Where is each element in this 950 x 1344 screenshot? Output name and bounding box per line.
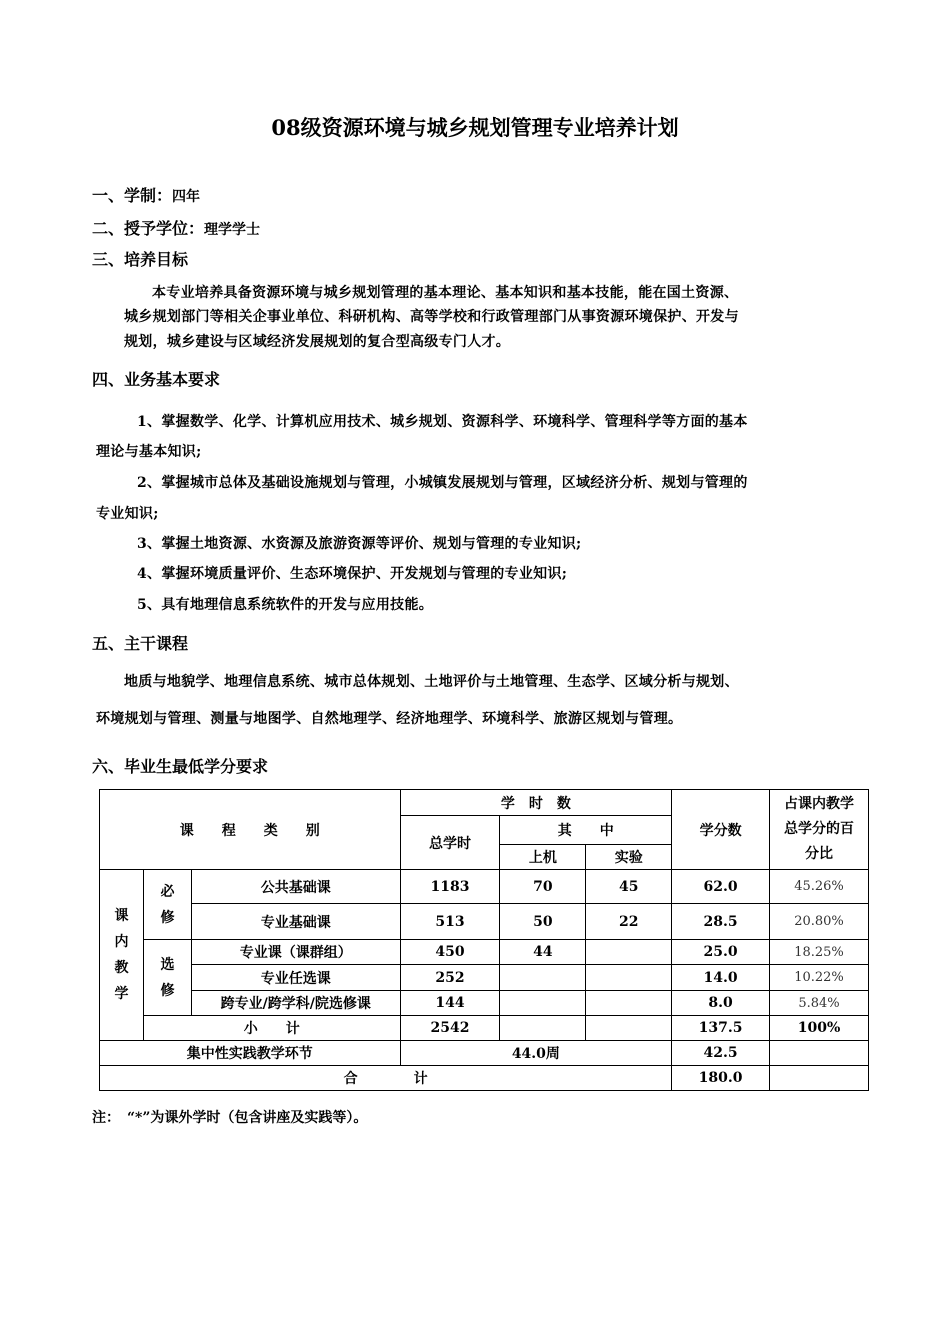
practice-label: 集中性实践教学环节: [100, 1041, 401, 1066]
required-label: 必修: [143, 870, 191, 940]
computer-hours: 70: [500, 870, 586, 904]
credit-percentage: 5.84%: [770, 991, 869, 1016]
section-schooling: [92, 183, 200, 206]
hours-header: 学 时 数: [400, 790, 672, 816]
courses-line-1: 地质与地貌学、地理信息系统、城市总体规划、土地评价与土地管理、生态学、区域分析与规划、: [124, 674, 739, 690]
degree-value: 理学学士: [204, 222, 261, 238]
degree-label: 二、授予学位：: [92, 219, 205, 238]
category-header: 课 程 类 别: [100, 790, 401, 870]
grand-total-label: 合 计: [100, 1066, 672, 1091]
credit-percentage: 18.25%: [770, 940, 869, 965]
course-name: 专业课（课群组）: [191, 940, 400, 965]
practice-row: [100, 1041, 869, 1066]
lab-hours: 45: [586, 870, 672, 904]
course-name: 专业任选课: [191, 965, 400, 991]
table-row: [100, 940, 869, 965]
of-which-header: 其 中: [500, 816, 672, 845]
requirement-line-4: 专业知识;: [96, 506, 159, 522]
credits: 14.0: [672, 965, 770, 991]
lab-header: 实验: [586, 845, 672, 870]
schooling-value: 四年: [172, 189, 201, 205]
requirement-line-2: 理论与基本知识;: [96, 444, 202, 460]
objective-line-3: 规划，城乡建设与区域经济发展规划的复合型高级专门人才。: [124, 334, 511, 350]
credits: 8.0: [672, 991, 770, 1016]
subtotal-lab: [586, 1016, 672, 1041]
subtotal-row: [100, 1016, 869, 1041]
credit-percentage: 45.26%: [770, 870, 869, 904]
objective-line-2: 城乡规划部门等相关企事业单位、科研机构、高等学校和行政管理部门从事资源环境保护、开发与: [124, 309, 739, 325]
section-requirements-heading: 四、业务基本要求: [92, 370, 221, 389]
subtotal-computer: [500, 1016, 586, 1041]
practice-percentage: [770, 1041, 869, 1066]
grand-total-percentage: [770, 1066, 869, 1091]
lab-hours: [586, 940, 672, 965]
grand-total-row: [100, 1066, 869, 1091]
schooling-label: 一、学制：: [92, 186, 173, 205]
total-hours: 1183: [400, 870, 500, 904]
lab-hours: [586, 991, 672, 1016]
table-row: [100, 870, 869, 904]
objective-line-1: 本专业培养具备资源环境与城乡规划管理的基本理论、基本知识和基本技能，能在国土资源、: [152, 285, 739, 301]
total-hours: 252: [400, 965, 500, 991]
total-hours: 513: [400, 904, 500, 940]
subtotal-credits: 137.5: [672, 1016, 770, 1041]
practice-weeks: 44.0周: [400, 1041, 672, 1066]
footnote: 注： “*”为课外学时（包含讲座及实践等）。: [92, 1110, 368, 1126]
computer-hours: 44: [500, 940, 586, 965]
subtotal-total-hours: 2542: [400, 1016, 500, 1041]
computer-header: 上机: [500, 845, 586, 870]
requirement-line-5: 3、掌握土地资源、水资源及旅游资源等评价、规划与管理的专业知识;: [137, 536, 582, 552]
requirement-line-6: 4、掌握环境质量评价、生态环境保护、开发规划与管理的专业知识;: [137, 566, 568, 582]
in-class-label: 课内教学: [100, 870, 144, 1041]
lab-hours: 22: [586, 904, 672, 940]
computer-hours: [500, 965, 586, 991]
total-hours: 144: [400, 991, 500, 1016]
credits-table: [99, 789, 869, 1091]
subtotal-percentage: 100%: [770, 1016, 869, 1041]
credit-percentage: 10.22%: [770, 965, 869, 991]
credits-header: 学分数: [672, 790, 770, 870]
computer-hours: [500, 991, 586, 1016]
requirement-line-7: 5、具有地理信息系统软件的开发与应用技能。: [137, 597, 434, 613]
course-name: 专业基础课: [191, 904, 400, 940]
course-name: 跨专业/跨学科/院选修课: [191, 991, 400, 1016]
credits: 62.0: [672, 870, 770, 904]
grand-total-credits: 180.0: [672, 1066, 770, 1091]
pct-header: 占课内教学总学分的百分比: [770, 790, 869, 870]
practice-credits: 42.5: [672, 1041, 770, 1066]
table-row: [100, 904, 869, 940]
computer-hours: 50: [500, 904, 586, 940]
credit-percentage: 20.80%: [770, 904, 869, 940]
lab-hours: [586, 965, 672, 991]
total-hours: 450: [400, 940, 500, 965]
course-name: 公共基础课: [191, 870, 400, 904]
elective-label: 选修: [143, 940, 191, 1016]
credits: 25.0: [672, 940, 770, 965]
subtotal-label: 小 计: [143, 1016, 400, 1041]
courses-line-2: 环境规划与管理、测量与地图学、自然地理学、经济地理学、环境科学、旅游区规划与管理。: [96, 711, 683, 727]
section-degree: [92, 216, 260, 239]
requirement-line-1: 1、掌握数学、化学、计算机应用技术、城乡规划、资源科学、环境科学、管理科学等方面的基本: [137, 414, 748, 430]
table-row: [100, 965, 869, 991]
page-title: 08级资源环境与城乡规划管理专业培养计划: [271, 115, 679, 140]
requirement-line-3: 2、掌握城市总体及基础设施规划与管理，小城镇发展规划与管理，区域经济分析、规划与管理的: [137, 475, 748, 491]
total-hours-header: 总学时: [400, 816, 500, 870]
table-row: [100, 991, 869, 1016]
section-credits-heading: 六、毕业生最低学分要求: [92, 757, 269, 776]
section-courses-heading: 五、主干课程: [92, 634, 189, 653]
section-objective-heading: 三、培养目标: [92, 250, 189, 269]
credits: 28.5: [672, 904, 770, 940]
